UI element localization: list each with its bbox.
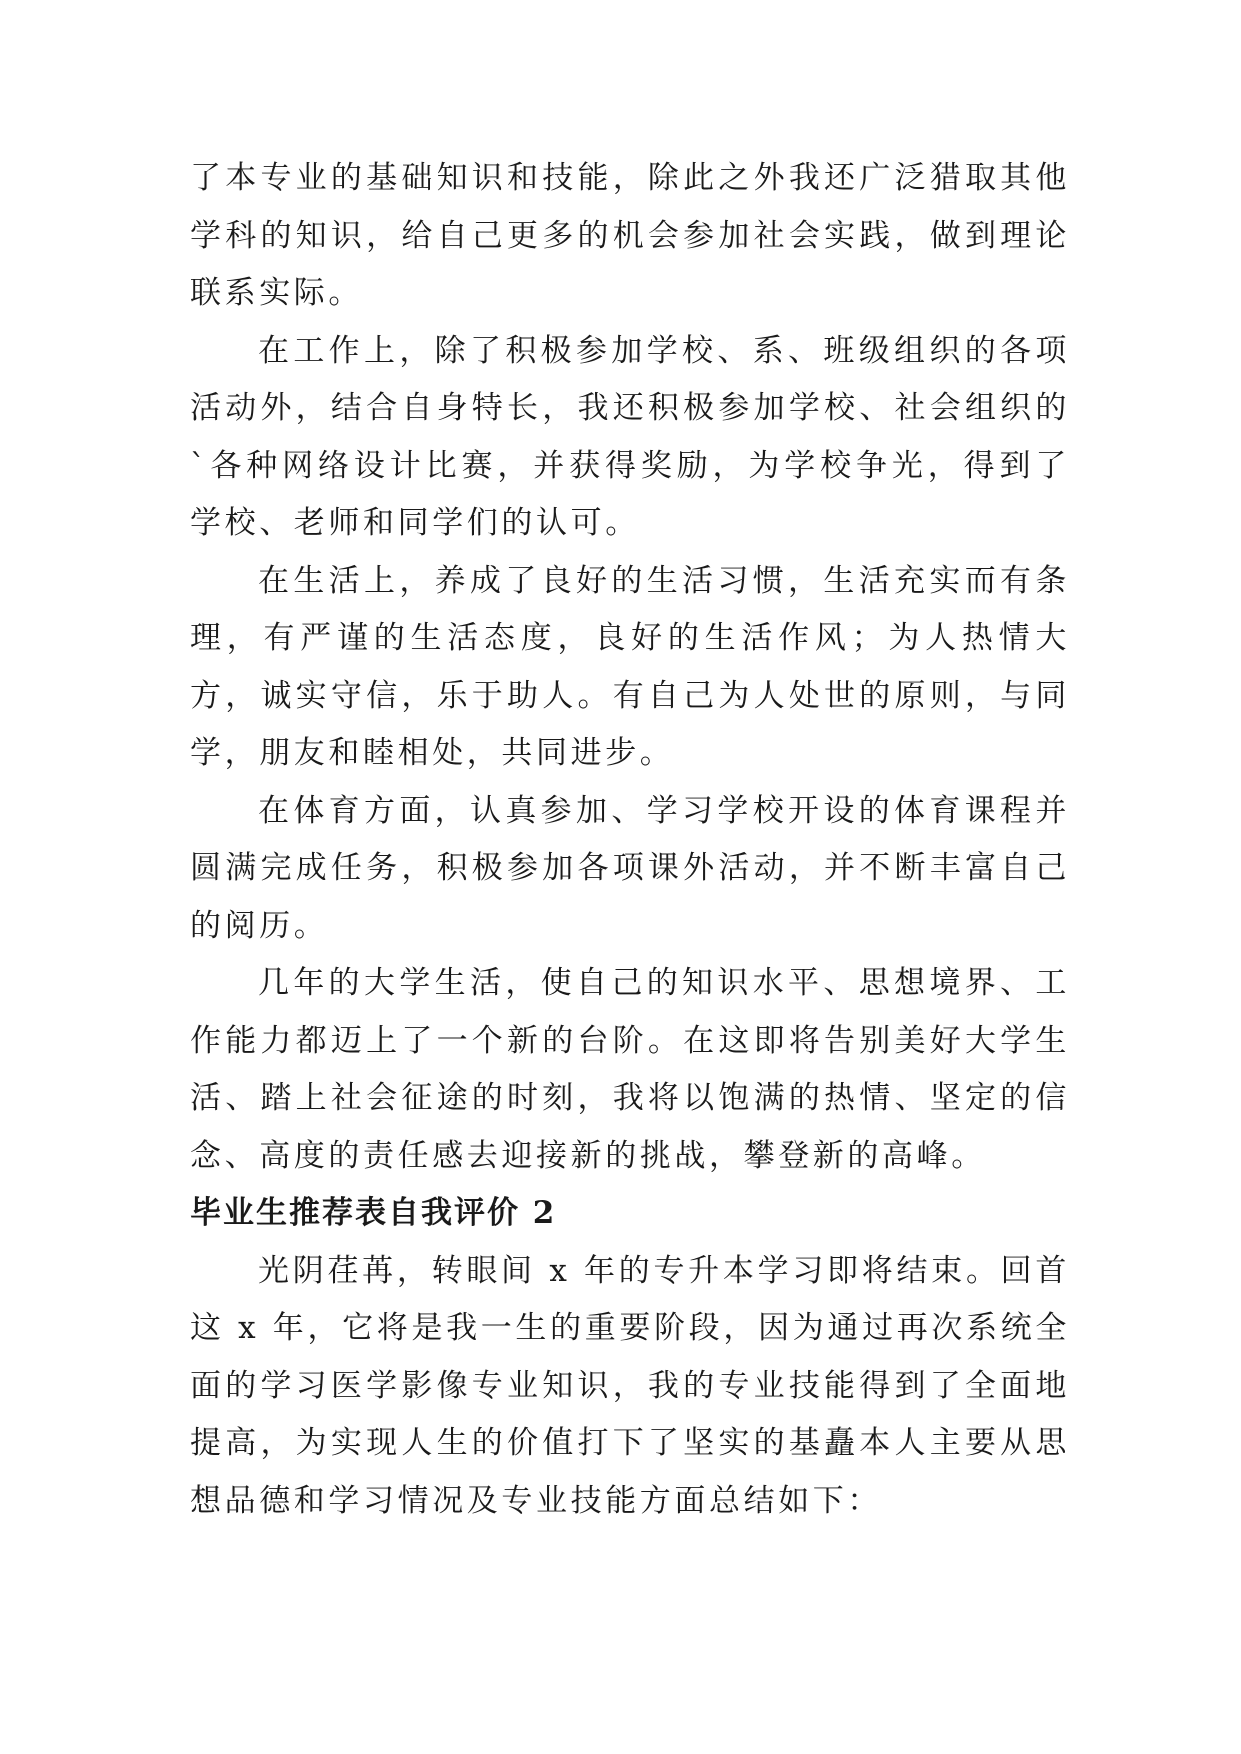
paragraph-sports: 在体育方面，认真参加、学习学校开设的体育课程并圆满完成任务，积极参加各项课外活动，并不断丰富自己的阅历。: [190, 792, 1070, 944]
paragraph-work: 在工作上，除了积极参加学校、系、班级组织的各项活动外，结合自身特长，我还积极参加学校、社会组织的`各种网络设计比赛，并获得奖励，为学校争光，得到了学校、老师和同学们的认可。: [190, 332, 1070, 541]
paragraph-conclusion: 几年的大学生活，使自己的知识水平、思想境界、工作能力都迈上了一个新的台阶。在这即将告别美好大学生活、踏上社会征途的时刻，我将以饱满的热情、坚定的信念、高度的责任感去迎接新的挑战，攀登新的高峰。: [190, 965, 1070, 1174]
paragraph-intro-2: 光阴荏苒，转眼间 x 年的专升本学习即将结束。回首这 x 年，它将是我一生的重要阶段，因为通过再次系统全面的学习医学影像专业知识，我的专业技能得到了全面地提高，为实现人生的价值打下了坚实的基矗本人主要从思想品德和学习情况及专业技能方面总结如下：: [190, 1252, 1070, 1519]
paragraph-life: 在生活上，养成了良好的生活习惯，生活充实而有条理，有严谨的生活态度，良好的生活作风；为人热情大方，诚实守信，乐于助人。有自己为人处世的原则，与同学，朋友和睦相处，共同进步。: [190, 562, 1070, 771]
document-body: [190, 150, 1070, 1530]
section-heading: 毕业生推荐表自我评价 2: [190, 1195, 557, 1231]
paragraph-study-continued: 了本专业的基础知识和技能，除此之外我还广泛猎取其他学科的知识，给自己更多的机会参加社会实践，做到理论联系实际。: [190, 160, 1070, 311]
